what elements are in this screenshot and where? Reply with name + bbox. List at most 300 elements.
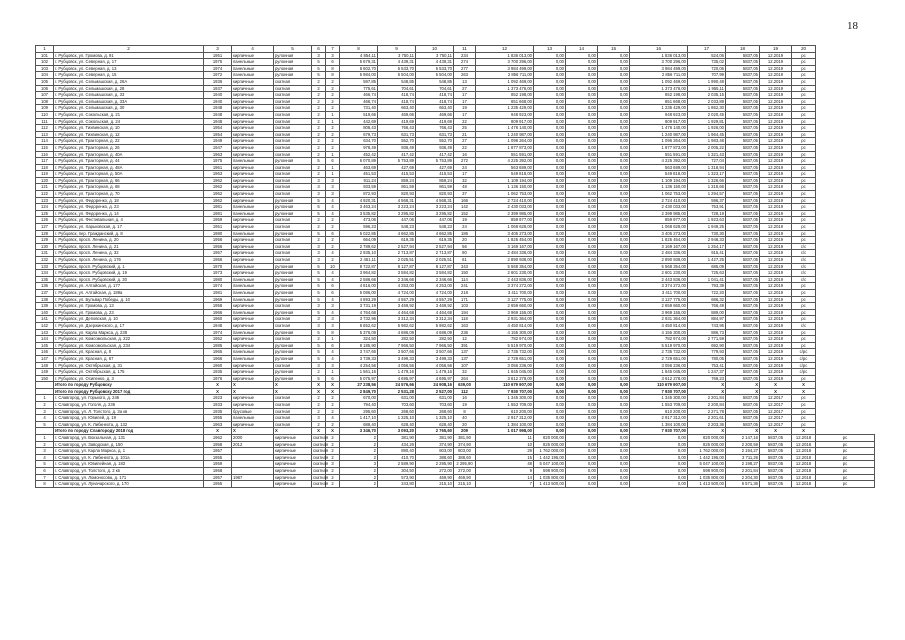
table-cell: 911,24 xyxy=(340,177,378,184)
table-cell: 1 384 100,00 xyxy=(476,421,534,428)
table-cell: 1 xyxy=(326,171,340,178)
table-cell: 0,00 xyxy=(566,118,598,125)
table-cell: г. Славгород, ул. К. Либкнехта, д. 101а xyxy=(54,454,204,461)
table-cell: 704,61 xyxy=(416,85,454,92)
table-cell: 0,00 xyxy=(598,481,630,488)
table-cell: 8 127,87 xyxy=(378,263,416,270)
table-cell: 12.2019 xyxy=(760,355,792,362)
table-cell: 5 xyxy=(312,309,326,316)
table-cell: 5 xyxy=(312,65,326,72)
table-cell: 1980 xyxy=(204,230,232,237)
table-cell: 8 xyxy=(326,72,340,79)
table-cell: 1940 xyxy=(204,92,232,99)
table-cell: г. Рубцовск, ул. Сельмашская, д. 33 xyxy=(54,92,204,99)
table-cell: 24 xyxy=(454,224,476,231)
table-cell: 8 722,87 xyxy=(340,263,378,270)
table-cell: кирпичные xyxy=(274,435,312,442)
table-cell: 1 413 500,00 xyxy=(534,481,566,488)
table-cell: 1960 xyxy=(204,316,232,323)
table-cell: 121 xyxy=(36,184,54,191)
table-cell: 1 035 800,00 xyxy=(534,474,566,481)
table-cell: 0,00 xyxy=(598,329,630,336)
table-cell: 2 201,61 xyxy=(688,415,726,422)
table-cell: панельные xyxy=(232,204,274,211)
table-cell: 2 xyxy=(340,435,378,442)
table-cell: 2 020,45 xyxy=(688,111,726,118)
table-cell: 463,69 xyxy=(340,164,378,171)
table-cell: 12.2019 xyxy=(760,250,792,257)
table-cell: панельные xyxy=(232,289,274,296)
table-row xyxy=(36,263,875,270)
table-cell: 3 295,82 xyxy=(416,210,454,217)
table-cell: 18 xyxy=(726,46,760,53)
table-cell: 163 xyxy=(454,322,476,329)
table-cell: 0,00 xyxy=(534,158,566,165)
table-cell: 12.2018 xyxy=(792,468,816,475)
table-cell: 104 xyxy=(36,72,54,79)
table-cell: 2 xyxy=(326,448,340,455)
table-cell: 0,00 xyxy=(566,270,598,277)
table-cell xyxy=(232,454,274,461)
table-cell: 1970 xyxy=(204,263,232,270)
table-cell: 5 376,09 xyxy=(340,329,378,336)
table-cell: 119 xyxy=(36,171,54,178)
table-cell: 3 xyxy=(312,250,326,257)
table-cell: 3 411 700,00 xyxy=(476,289,534,296)
table-cell: 2 346,66 xyxy=(416,276,454,283)
table-cell: 1957 xyxy=(204,448,232,455)
table-cell: г. Славгород, ул. Ювилейная, д. 183 xyxy=(54,461,204,468)
table-cell: 0,00 xyxy=(534,98,566,105)
table-cell: 2 xyxy=(312,421,326,428)
table-cell: 12.2019 xyxy=(760,243,792,250)
table-cell: 2 xyxy=(312,98,326,105)
table-cell: г. Рубцовск, ул. Тихвинская, д. 10 xyxy=(54,125,204,132)
table-row xyxy=(36,454,875,461)
table-cell: 0,00 xyxy=(598,388,630,395)
table-cell: 1958 xyxy=(204,468,232,475)
table-row xyxy=(36,375,875,382)
table-cell: 1948 xyxy=(204,118,232,125)
table-cell: 12.2019 xyxy=(760,98,792,105)
table-cell: 727,04 xyxy=(688,158,726,165)
table-cell: г. Рубцовск, ул. Комсомольская, д. 222 xyxy=(54,336,204,343)
table-cell: 859,24 xyxy=(416,177,454,184)
table-cell: 0,00 xyxy=(598,250,630,257)
table-cell: 6 xyxy=(326,342,340,349)
table-cell: 5837,05 xyxy=(726,184,760,191)
table-cell: 688,40 xyxy=(340,421,378,428)
table-cell: 2 xyxy=(326,224,340,231)
table-cell: скатная xyxy=(274,395,312,402)
table-cell: 631,73 xyxy=(416,131,454,138)
table-cell xyxy=(232,468,274,475)
table-cell: 861,59 xyxy=(378,184,416,191)
table-cell: 3 969 155,00 xyxy=(630,309,688,316)
table-cell: с/с xyxy=(792,257,816,264)
table-cell: г. Рубцовск, просп. Ленина, д. 20 xyxy=(54,237,204,244)
table-cell: рс xyxy=(792,52,816,59)
table-cell: 4 xyxy=(326,309,340,316)
table-cell: 4 686,09 xyxy=(378,329,416,336)
table-cell: 0,00 xyxy=(534,296,566,303)
table-cell: рс xyxy=(792,65,816,72)
table-cell: кирпичные xyxy=(274,454,312,461)
table-cell: 4 568,31 xyxy=(416,197,454,204)
table-cell: 107 xyxy=(454,362,476,369)
table-cell: 0,00 xyxy=(534,388,566,395)
table-cell: 0,00 xyxy=(598,98,630,105)
table-cell: 452,42 xyxy=(340,151,378,158)
table-cell: 5837,05 xyxy=(726,111,760,118)
table-cell: 0,00 xyxy=(566,435,598,442)
table-cell: г. Рубцовск, ул. Красная, д. 8 xyxy=(54,349,204,356)
table-cell: кирпичные xyxy=(232,191,274,198)
table-cell: 1 xyxy=(326,369,340,376)
table-cell: 2 198,27 xyxy=(726,461,760,468)
table-cell: 148 xyxy=(36,362,54,369)
table-cell: 0,00 xyxy=(566,468,598,475)
table-cell: с/рс xyxy=(792,349,816,356)
table-cell: 5837,05 xyxy=(726,217,760,224)
table-cell: 0,00 xyxy=(566,177,598,184)
table-cell: 1 479,16 xyxy=(416,369,454,376)
table-cell: 12.2019 xyxy=(760,303,792,310)
table-cell: 1951 xyxy=(204,224,232,231)
table-cell: 282,50 xyxy=(378,336,416,343)
table-cell: 0,00 xyxy=(598,224,630,231)
table-cell: кирпичные xyxy=(232,138,274,145)
table-cell: 2 890 938,00 xyxy=(630,257,688,264)
table-cell: 2 735 732,00 xyxy=(476,349,534,356)
table-cell: 782 974,00 xyxy=(630,336,688,343)
table-cell: X xyxy=(232,388,274,395)
table-cell: г. Рубцовск, ул. Октябрьская, д. 31 xyxy=(54,362,204,369)
table-cell: кирпичные xyxy=(232,171,274,178)
table-cell: 12.2019 xyxy=(760,369,792,376)
table-cell: 2 xyxy=(326,421,340,428)
table-cell: 3 507,66 xyxy=(416,349,454,356)
table-cell: 17 xyxy=(454,171,476,178)
table-cell: 3 984 499,00 xyxy=(476,65,534,72)
table-cell: 418,74 xyxy=(378,98,416,105)
table-cell: 0,00 xyxy=(598,362,630,369)
table-cell: 12 xyxy=(454,336,476,343)
table-cell: 0,00 xyxy=(598,369,630,376)
table-cell: скатная xyxy=(313,435,329,441)
table-cell: 2 399 985,00 xyxy=(630,210,688,217)
table-cell: 0,00 xyxy=(534,144,566,151)
table-cell: 5 753,89 xyxy=(378,158,416,165)
table-cell: скатная xyxy=(274,237,312,244)
table-cell: г. Рубцовск, ул. Северная, д. 17 xyxy=(54,59,204,66)
table-cell: 427,69 xyxy=(416,164,454,171)
table-cell: 3 xyxy=(326,316,340,323)
table-cell: 112 xyxy=(36,125,54,132)
table-cell: 0,00 xyxy=(598,474,630,481)
table-cell: 1 109 194,00 xyxy=(630,177,688,184)
table-cell: 147 xyxy=(36,355,54,362)
table-cell: 19 xyxy=(760,46,792,53)
table-row xyxy=(36,296,875,303)
table-cell: 5837,05 xyxy=(726,224,760,231)
table-cell: 16 xyxy=(454,395,476,402)
table-cell: 0,00 xyxy=(566,52,598,59)
table-cell: 5837,05 xyxy=(760,435,792,442)
table-cell: кирпичные xyxy=(232,250,274,257)
table-cell: 0,00 xyxy=(534,118,566,125)
table-cell: 3 xyxy=(312,184,326,191)
table-cell: 5 xyxy=(36,421,54,428)
table-cell: 8 127,87 xyxy=(416,263,454,270)
table-cell: с/с xyxy=(792,263,816,270)
table-cell: 272,00 xyxy=(454,468,476,475)
table-cell: 2 931 364,00 xyxy=(630,316,688,323)
table-cell: 2 527,94 xyxy=(416,243,454,250)
table-cell: 1 xyxy=(326,111,340,118)
table-cell: 1 240 987,00 xyxy=(630,131,688,138)
table-cell: 0,00 xyxy=(534,270,566,277)
table-cell: 782 974,00 xyxy=(476,336,534,343)
table-cell: 1 553 709,00 xyxy=(476,402,534,409)
table-cell: 3 411 700,00 xyxy=(630,289,688,296)
table-cell: 0,00 xyxy=(566,250,598,257)
table-cell: 6 xyxy=(326,283,340,290)
table-cell: 12.2019 xyxy=(760,204,792,211)
table-cell: 2 147,16 xyxy=(726,435,760,442)
table-cell: скатная xyxy=(274,322,312,329)
table-cell: 915,41 xyxy=(688,250,726,257)
total-row xyxy=(36,428,875,435)
table-cell: 861,59 xyxy=(416,184,454,191)
table-cell: панельные xyxy=(232,283,274,290)
table-cell: 12.2019 xyxy=(760,263,792,270)
table-cell: 0,00 xyxy=(566,210,598,217)
table-row xyxy=(36,474,875,481)
table-cell: 1 xyxy=(36,435,54,442)
table-cell: 0,00 xyxy=(534,105,566,112)
table-cell: рс xyxy=(792,421,816,428)
table-cell: 1 476 140,00 xyxy=(476,125,534,132)
table-cell: 5837,05 xyxy=(726,158,760,165)
table-cell: 2 xyxy=(340,454,378,461)
table-cell: 1 427,25 xyxy=(688,257,726,264)
table-row xyxy=(36,138,875,145)
table-cell: 2 729 651,00 xyxy=(476,355,534,362)
table-cell: 2 295,90 xyxy=(416,461,454,468)
table-cell: 2 601 230,00 xyxy=(630,270,688,277)
table-cell: 4 xyxy=(326,296,340,303)
table-cell: рс xyxy=(792,151,816,158)
table-cell: X xyxy=(792,382,816,389)
table-row xyxy=(36,224,875,231)
table-cell: 12.2019 xyxy=(760,210,792,217)
table-cell: скатная xyxy=(274,98,312,105)
table-row xyxy=(36,276,875,283)
table-cell: 2 xyxy=(326,85,340,92)
table-cell: 8 xyxy=(326,65,340,72)
table-cell: 12 xyxy=(476,46,534,53)
table-cell: 1981 xyxy=(204,210,232,217)
table-cell: г. Рубцовск, ул. Сельмашская, д. 33А xyxy=(54,98,204,105)
table-cell: 4 893,29 xyxy=(340,296,378,303)
table-cell: Итого по городу Славгороду 2018 год xyxy=(54,428,204,435)
table-cell: рулонная xyxy=(274,197,312,204)
table-cell: с/с xyxy=(792,322,816,329)
table-cell: 0,00 xyxy=(534,191,566,198)
table-cell: г. Рубцовск, ул. Тракторная, д. 70 xyxy=(54,191,204,198)
table-cell: 12.2019 xyxy=(760,224,792,231)
table-cell: 3 469,92 xyxy=(416,303,454,310)
table-cell: 2 201,84 xyxy=(726,468,760,475)
table-cell: 110 679 907,00 xyxy=(476,382,534,389)
table-cell: 5 xyxy=(312,276,326,283)
table-cell: X xyxy=(274,428,312,435)
table-cell: 0,00 xyxy=(630,468,688,475)
table-cell: рс xyxy=(792,138,816,145)
table-cell: кирпичные xyxy=(232,177,274,184)
table-cell: 631,73 xyxy=(378,131,416,138)
table-cell: 1 836 013,00 xyxy=(630,52,688,59)
table-cell: 20 xyxy=(454,237,476,244)
table-cell: 2 890 938,00 xyxy=(476,257,534,264)
table-cell: 2 xyxy=(326,257,340,264)
table-cell: 5837,05 xyxy=(726,92,760,99)
table-cell: 12.2017 xyxy=(760,402,792,409)
table-cell: 274 xyxy=(454,59,476,66)
table-cell: 129 xyxy=(36,237,54,244)
table-cell: г. Рубцовск, ул. Северная, д. 15 xyxy=(54,72,204,79)
table-cell: 0,00 xyxy=(534,322,566,329)
table-cell: панельные xyxy=(232,65,274,72)
table-cell: г. Рубцовск, ул. Сокольская, д. 24 xyxy=(54,118,204,125)
table-cell: 1962 xyxy=(204,197,232,204)
table-cell: 5 519 970,00 xyxy=(476,342,534,349)
table-cell: 0,00 xyxy=(534,230,566,237)
table-cell: 1 109 194,00 xyxy=(476,177,534,184)
table-row xyxy=(36,395,875,402)
table-cell: 2 xyxy=(54,46,204,53)
table-cell: 22 xyxy=(454,144,476,151)
table-cell: X xyxy=(204,388,232,395)
table-cell: 264 xyxy=(454,375,476,382)
table-cell: 0,00 xyxy=(598,85,630,92)
table-cell: кирпичные xyxy=(232,98,274,105)
table-cell: 598 900,00 xyxy=(534,468,566,475)
table-cell: 0,00 xyxy=(534,329,566,336)
table-cell: 3 612 278,00 xyxy=(476,375,534,382)
table-cell: г. Рубцовск, ул. Бульвар Победы, д. 10 xyxy=(54,296,204,303)
table-cell: 4 xyxy=(326,349,340,356)
table-cell: рс xyxy=(792,171,816,178)
table-cell: рулонная xyxy=(274,230,312,237)
table-cell: кирпичные xyxy=(274,448,312,455)
table-cell: 12.2019 xyxy=(760,322,792,329)
table-cell: 5 568 354,00 xyxy=(630,263,688,270)
table-cell: 20 xyxy=(792,46,816,53)
table-cell: 27 238,56 xyxy=(340,382,378,389)
table-cell: г. Рубцовск, ул. Деповская, д. 10 xyxy=(54,316,204,323)
table-cell: 3 xyxy=(340,461,378,468)
table-cell: 3 747,66 xyxy=(340,349,378,356)
table-cell: X xyxy=(232,382,274,389)
table-cell: г. Рубцовск, ул. Харьковская, д. 17 xyxy=(54,224,204,231)
table-cell: 722,20 xyxy=(688,289,726,296)
table-cell: 1 xyxy=(326,164,340,171)
table-cell: 131 xyxy=(36,250,54,257)
table-cell: 215,10 xyxy=(454,481,476,488)
table-cell xyxy=(36,428,54,435)
table-cell: 4 xyxy=(36,454,54,461)
table-cell: 2 443 836,00 xyxy=(630,276,688,283)
table-cell: рулонная xyxy=(274,59,312,66)
table-cell: 2 659 660,00 xyxy=(476,303,534,310)
table-cell: г. Рубцовск, ул. Сельмашская, д. 30 xyxy=(54,105,204,112)
table-cell: 3 312,34 xyxy=(378,316,416,323)
table-cell: 0,00 xyxy=(534,342,566,349)
table-cell: 549 818,00 xyxy=(630,171,688,178)
table-row xyxy=(36,250,875,257)
table-cell: кирпичные xyxy=(232,224,274,231)
table-cell: 29 xyxy=(476,448,534,455)
table-cell: 12.2019 xyxy=(760,257,792,264)
table-cell: 135 xyxy=(36,276,54,283)
table-cell: 111 xyxy=(36,118,54,125)
table-cell: 679,73 xyxy=(340,131,378,138)
table-cell: 1 877 873,00 xyxy=(630,144,688,151)
table-cell: 2 586,66 xyxy=(340,276,378,283)
table-cell: 2 484 336,00 xyxy=(476,250,534,257)
table-cell: 5837,05 xyxy=(726,151,760,158)
table-cell: 0,00 xyxy=(566,224,598,231)
table-cell: 140 xyxy=(36,309,54,316)
table-cell: 17 xyxy=(454,92,476,99)
table-cell: 10 xyxy=(416,46,454,53)
table-cell: 0,00 xyxy=(566,303,598,310)
table-cell: 7 966,50 xyxy=(416,342,454,349)
table-cell: г. Рубцовск, ул. Тракторная, д. 44 xyxy=(54,158,204,165)
table-cell: рс xyxy=(792,289,816,296)
table-cell: 685,09 xyxy=(688,263,726,270)
table-cell: 5837,05 xyxy=(726,230,760,237)
table-cell: 1 235 429,00 xyxy=(476,105,534,112)
table-cell: 4 695,97 xyxy=(378,375,416,382)
table-cell: 0,00 xyxy=(534,369,566,376)
table-cell: 2 765,60 xyxy=(416,428,454,435)
table-cell: 107 xyxy=(36,92,54,99)
table-cell: 0,00 xyxy=(534,375,566,382)
table-cell: 2 713,87 xyxy=(416,250,454,257)
table-cell: 0,00 xyxy=(598,164,630,171)
table-row xyxy=(36,257,875,264)
table-cell: г. Рубцовск, ул. Дзержинского, д. 17 xyxy=(54,322,204,329)
table-cell: рулонная xyxy=(274,329,312,336)
table-row xyxy=(36,98,875,105)
table-cell: 1966 xyxy=(204,309,232,316)
table-cell: 3 127 775,00 xyxy=(476,296,534,303)
table-cell: 0,00 xyxy=(566,138,598,145)
table-cell: 0,00 xyxy=(566,395,598,402)
table-cell: кирпичные xyxy=(232,369,274,376)
table-cell: 116 xyxy=(36,151,54,158)
table-cell: 0,00 xyxy=(566,421,598,428)
table-cell: 0,00 xyxy=(598,402,630,409)
table-cell: 0,00 xyxy=(598,303,630,310)
table-cell: 133 xyxy=(36,263,54,270)
table-cell: 1 136 150,00 xyxy=(476,184,534,191)
table-cell: 3 xyxy=(312,415,326,422)
table-cell: 2 xyxy=(326,92,340,99)
